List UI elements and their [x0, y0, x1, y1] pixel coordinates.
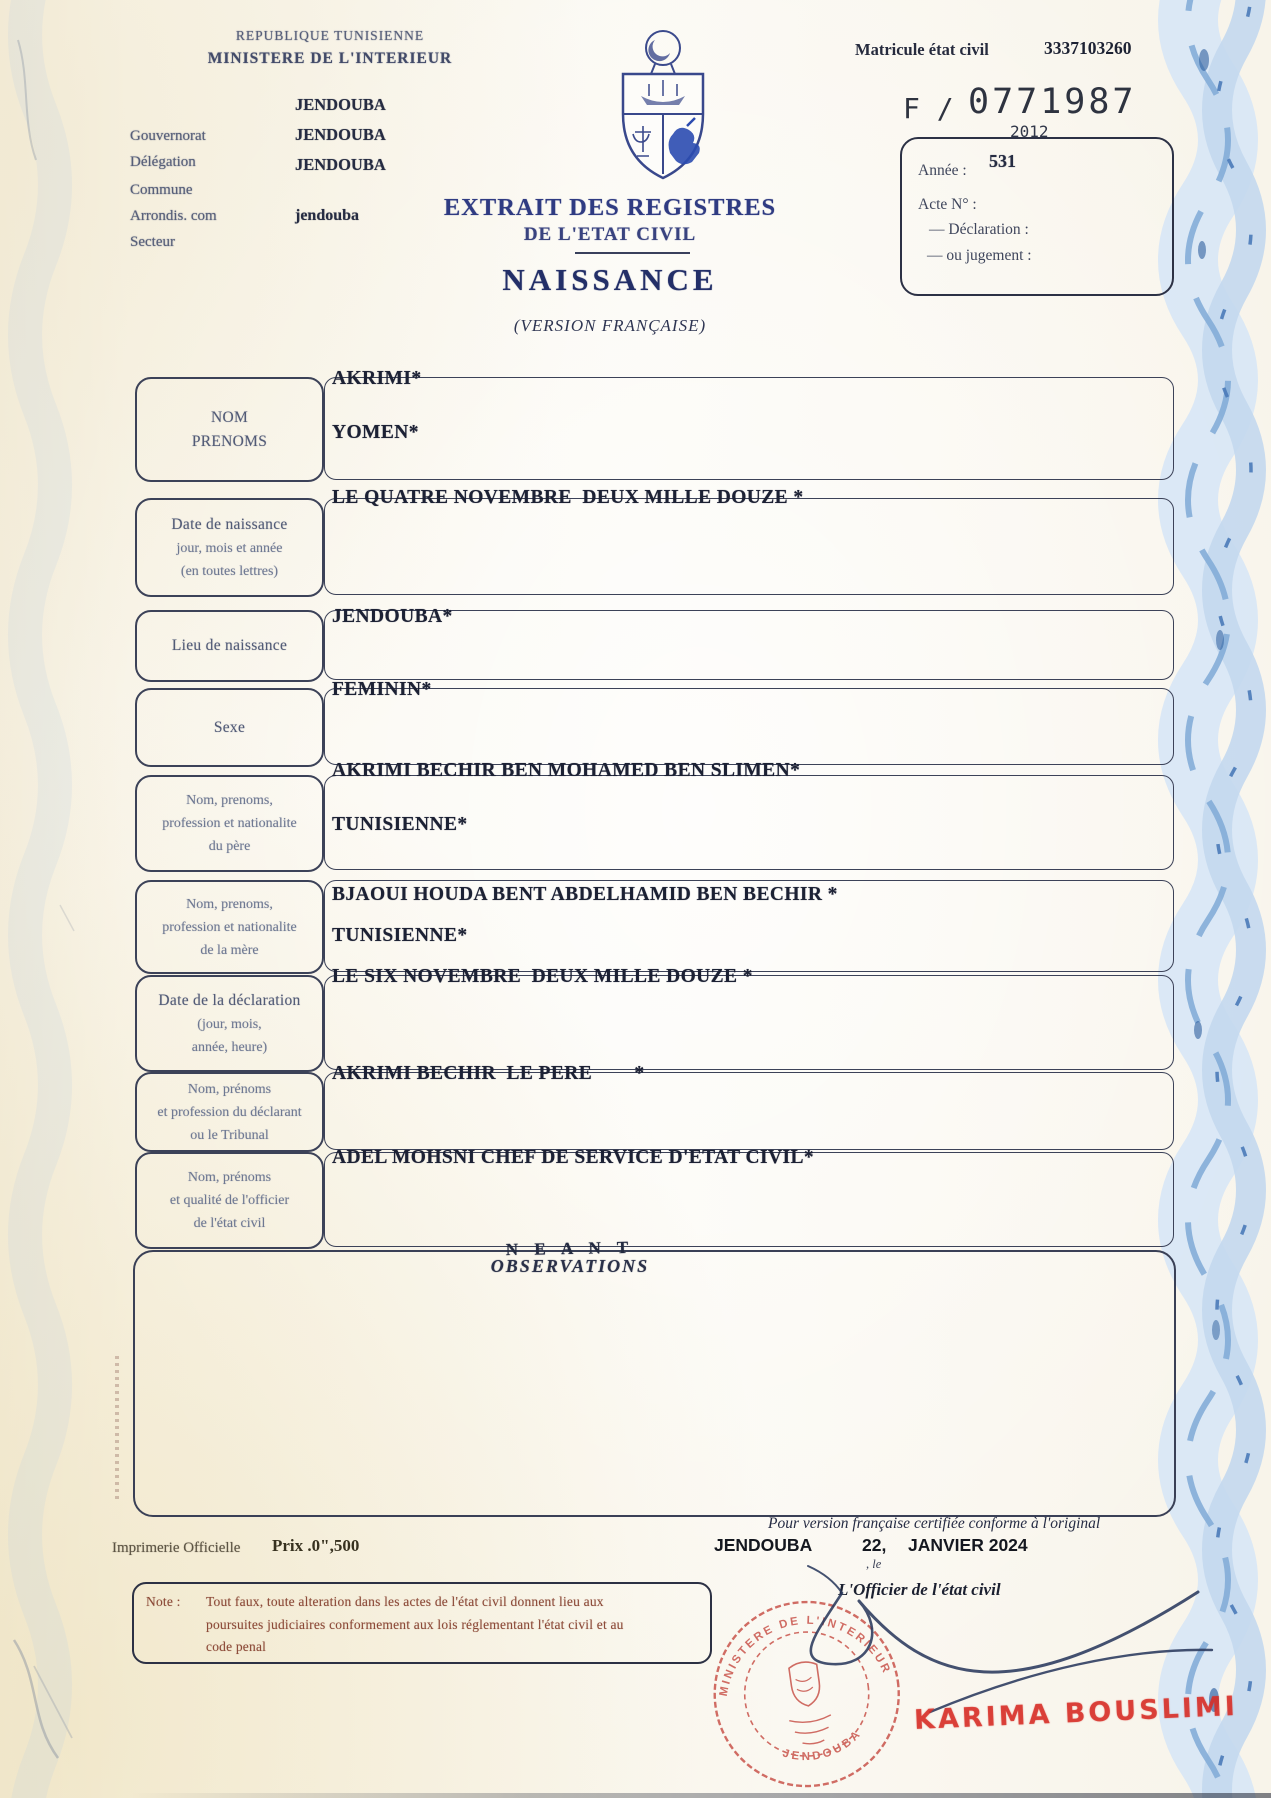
acte-number-label: Acte N° :: [918, 196, 977, 213]
imprimerie-label: Imprimerie Officielle: [112, 1540, 241, 1556]
field-row-pere-label-box: [135, 775, 324, 872]
field-row-sexe-value-box: [324, 688, 1174, 765]
observations-neant-value: N E A N T: [505, 1237, 635, 1260]
field-label: profession et nationalite: [162, 816, 297, 831]
matricule-value: 3337103260: [1044, 38, 1132, 58]
label-arrondissement: Arrondis. com: [130, 208, 217, 224]
acte-number-box: [900, 137, 1174, 296]
field-label: du père: [208, 839, 251, 854]
document-title-line1: EXTRAIT DES REGISTRES: [443, 194, 777, 221]
field-label: ou le Tribunal: [190, 1127, 269, 1143]
date-naissance-value: LE QUATRE NOVEMBRE DEUX MILLE DOUZE *: [332, 487, 804, 508]
observations-label: OBSERVATIONS: [490, 1256, 650, 1276]
title-underline: [575, 252, 690, 254]
left-security-border-pattern: [0, 0, 110, 1798]
scan-edge-shadow: [130, 1793, 1271, 1798]
label-delegation: Délégation: [130, 154, 196, 170]
note-label: Note :: [146, 1594, 181, 1609]
field-label: Nom, prénoms: [187, 1170, 272, 1185]
printers-mark: [115, 1356, 119, 1502]
label-commune: Commune: [130, 182, 193, 198]
prix-label: Prix .0",500: [272, 1536, 360, 1555]
field-row-mere-label-box: [135, 880, 324, 974]
document-title-main: NAISSANCE: [502, 262, 718, 297]
footer-place: JENDOUBA: [714, 1535, 813, 1555]
field-row-date-naissance-value-box: [324, 498, 1174, 595]
note-line: code penal: [206, 1639, 267, 1654]
mere-nom-value: BJAOUI HOUDA BENT ABDELHAMID BEN BECHIR *: [332, 884, 838, 905]
document-title-line2: DE L'ETAT CIVIL: [523, 224, 697, 245]
officer-signature-icon: [778, 1560, 1223, 1775]
field-row-date-declaration-value-box: [324, 975, 1174, 1070]
field-label: année, heure): [191, 1039, 268, 1055]
field-label: (jour, mois,: [197, 1016, 262, 1032]
declaration-label: — Déclaration :: [929, 221, 1029, 238]
field-row-nom-label-box: [135, 377, 324, 482]
stamp-arc-bottom-text: JENDOUBA: [781, 1727, 865, 1764]
field-label: Lieu de naissance: [171, 637, 288, 654]
annee-label: Année :: [918, 162, 967, 179]
field-label: PRENOMS: [191, 432, 268, 450]
republic-line: REPUBLIQUE TUNISIENNE: [235, 28, 425, 43]
document-title-sub: (VERSION FRANÇAISE): [513, 316, 707, 335]
field-label: profession et nationalite: [162, 919, 297, 935]
ministry-line: MINISTERE DE L'INTERIEUR: [207, 50, 453, 67]
footer-date: JANVIER 2024: [908, 1535, 1028, 1555]
annee-value: 531: [989, 151, 1016, 171]
serial-prefix: F /: [903, 92, 954, 125]
note-line: Tout faux, toute alteration dans les actes de l'état civil donnent lieu aux: [206, 1594, 604, 1609]
pere-nom-value: AKRIMI BECHIR BEN MOHAMED BEN SLIMEN*: [332, 760, 801, 781]
matricule-label: Matricule état civil: [855, 40, 989, 59]
field-row-officier-label-box: [135, 1152, 324, 1249]
field-label: NOM: [210, 408, 249, 426]
field-label: Date de naissance: [171, 515, 288, 533]
footer-le-label: , le: [866, 1557, 882, 1571]
observations-box: [133, 1250, 1176, 1517]
field-row-lieu-naissance-label-box: [135, 610, 324, 682]
field-label: (en toutes lettres): [180, 563, 279, 579]
field-row-date-declaration-label-box: [135, 975, 324, 1072]
officer-title: L'Officier de l'état civil: [838, 1580, 1001, 1599]
field-label: jour, mois et année: [176, 540, 283, 556]
stamp-arc-top-text: MINISTERE DE L'INTERIEUR: [717, 1614, 893, 1698]
officier-value: ADEL MOHSNI CHEF DE SERVICE D'ETAT CIVIL*: [332, 1147, 815, 1168]
serial-year: 2012: [1010, 122, 1049, 141]
prenom-value: YOMEN*: [332, 422, 419, 443]
field-label: et qualité de l'officier: [169, 1193, 290, 1208]
serial-number: 0771987: [968, 82, 1137, 122]
date-declaration-value: LE SIX NOVEMBRE DEUX MILLE DOUZE *: [332, 966, 753, 987]
field-label: Nom, prenoms,: [186, 793, 273, 808]
label-secteur: Secteur: [130, 234, 175, 250]
mere-nationalite-value: TUNISIENNE*: [332, 925, 468, 946]
field-row-date-naissance-label-box: [135, 498, 324, 597]
field-row-sexe-label-box: [135, 688, 324, 767]
certification-line: Pour version française certifiée conforme à l'original: [768, 1515, 1101, 1532]
tunisia-coat-of-arms-icon: [613, 22, 713, 190]
declarant-value: AKRIMI BECHIR LE PERE *: [332, 1063, 645, 1084]
sexe-value: FEMININ*: [332, 679, 432, 700]
label-gouvernorat: Gouvernorat: [130, 128, 206, 144]
field-label: de la mère: [200, 942, 259, 958]
field-row-nom-value-box: [324, 377, 1174, 480]
lieu-naissance-value: JENDOUBA*: [332, 606, 453, 627]
field-label: Nom, prénoms: [187, 1081, 272, 1097]
nom-value: AKRIMI*: [332, 368, 422, 389]
field-label: Date de la déclaration: [158, 991, 301, 1009]
officer-name-stamp: KARIMA BOUSLIMI: [913, 1690, 1239, 1737]
value-gouvernorat: JENDOUBA: [295, 95, 386, 114]
note-line: poursuites judiciaires conformement aux lois réglementant l'état civil et au: [206, 1617, 624, 1632]
field-label: et profession du déclarant: [157, 1104, 302, 1120]
pere-nationalite-value: TUNISIENNE*: [332, 814, 468, 835]
field-label: Sexe: [213, 718, 246, 736]
field-row-declarant-label-box: [135, 1072, 324, 1152]
field-label: Nom, prenoms,: [186, 896, 273, 912]
footer-day: 22,: [862, 1535, 887, 1555]
value-delegation: JENDOUBA: [295, 125, 386, 144]
jugement-label: — ou jugement :: [927, 247, 1032, 264]
value-arrondissement: jendouba: [295, 207, 360, 224]
value-commune: JENDOUBA: [295, 155, 386, 174]
field-label: de l'état civil: [193, 1216, 266, 1231]
